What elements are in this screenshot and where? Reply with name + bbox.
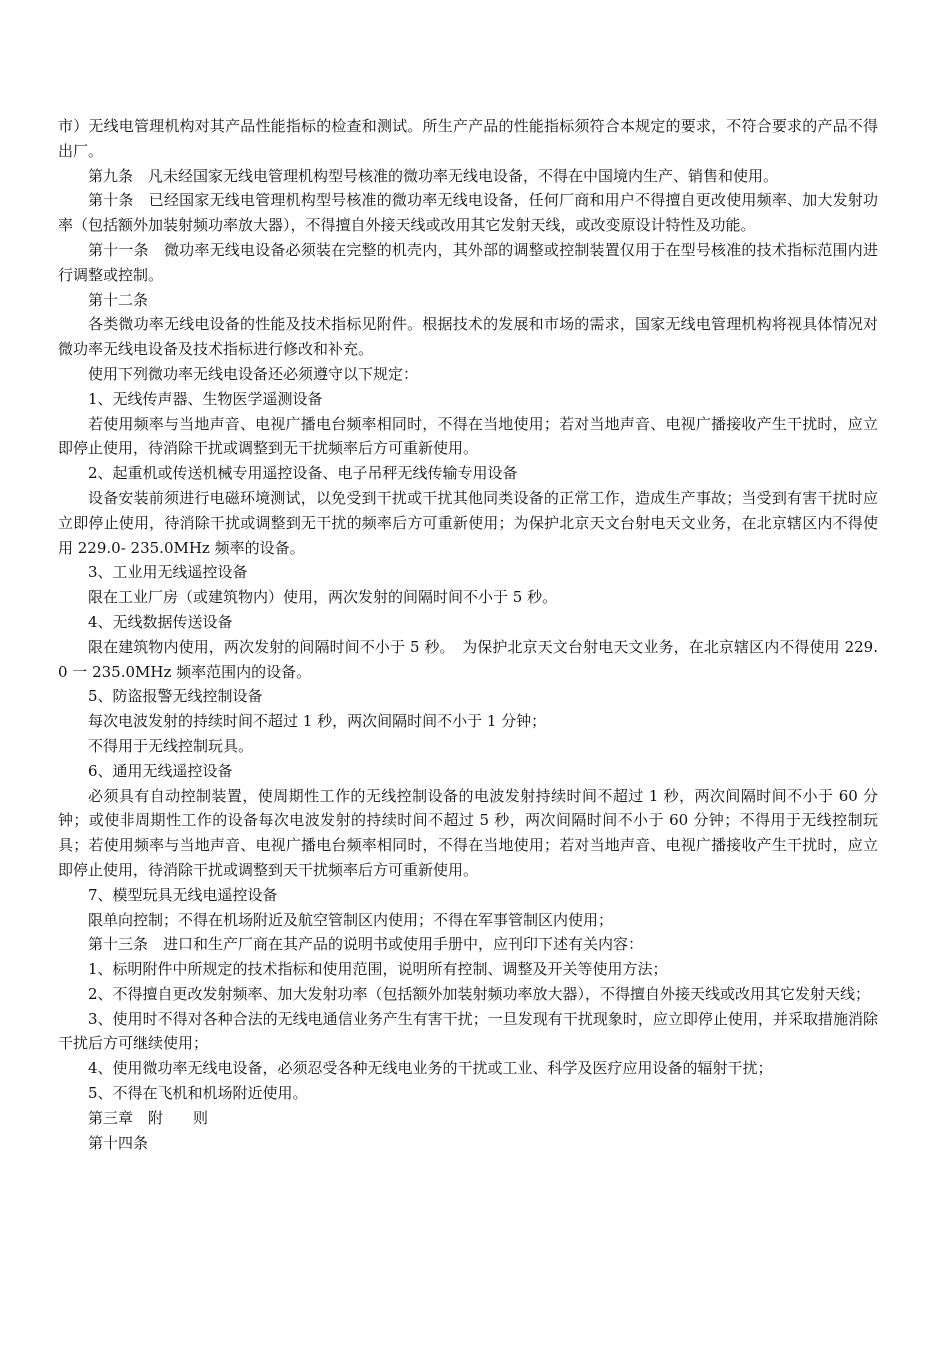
article-14-heading: 第十四条 (88, 1133, 149, 1152)
article-12-body: 各类微功率无线电设备的性能及技术指标见附件。根据技术的发展和市场的需求，国家无线电管理机构将视具体情况对微功率无线电设备及技术指标进行修改和补充。 (58, 315, 878, 359)
rule-5-body-2: 不得用于无线控制玩具。 (88, 736, 254, 755)
rule-6-heading: 6、通用无线遥控设备 (88, 761, 233, 780)
rule-1-body: 若使用频率与当地声音、电视广播电台频率相同时，不得在当地使用；若对当地声音、电视广播接收产生干扰时，应立即停止使用，待消除干扰或调整到无干扰频率后方可重新使用。 (58, 414, 878, 458)
document-page (58, 114, 878, 1155)
rule-3-heading: 3、工业用无线遥控设备 (88, 563, 248, 582)
rule-1-heading: 1、无线传声器、生物医学遥测设备 (88, 389, 323, 408)
rules-intro: 使用下列微功率无线电设备还必须遵守以下规定： (88, 364, 419, 383)
article-13-item-3: 3、使用时不得对各种合法的无线电通信业务产生有害干扰；一旦发现有干扰现象时，应立即停止使用，并采取措施消除干扰后方可继续使用； (58, 1009, 878, 1053)
article-13-item-1: 1、标明附件中所规定的技术指标和使用范围，说明所有控制、调整及开关等使用方法； (88, 960, 668, 979)
rule-6-body: 必须具有自动控制装置，使周期性工作的无线控制设备的电波发射持续时间不超过 1 秒，两次间隔时间不小于 60 分钟；或使非周期性工作的设备每次电波发射的持续时间不超过 5 秒，两次间隔时间不小于 60 分钟；不得用于无线控制玩具；若使用频率与当地声音、电视广播电台频率相同时，不得在当地使用；若对当地声音、电视广播接收产生干扰时，应立即停止使用，待消除干扰或调整到天干扰频率后方可重新使用。 (58, 786, 878, 879)
article-13-item-2: 2、不得擅自更改发射频率、加大发射功率（包括额外加装射频功率放大器），不得擅自外接天线或改用其它发射天线； (88, 984, 871, 1003)
rule-7-body: 限单向控制；不得在机场附近及航空管制区内使用；不得在军事管制区内使用； (88, 910, 614, 929)
rule-4-heading: 4、无线数据传送设备 (88, 612, 233, 631)
chapter-3-heading: 第三章 附 则 (88, 1108, 209, 1127)
article-11: 第十一条 微功率无线电设备必须装在完整的机壳内，其外部的调整或控制装置仅用于在型号核准的技术指标范围内进行调整或控制。 (58, 240, 878, 284)
article-10: 第十条 已经国家无线电管理机构型号核准的微功率无线电设备，任何厂商和用户不得擅自更改使用频率、加大发射功率（包括额外加装射频功率放大器），不得擅自外接天线或改用其它发射天线，或改变原设计特性及功能。 (58, 191, 878, 235)
paragraph-continuation: 市）无线电管理机构对其产品性能指标的检查和测试。所生产产品的性能指标须符合本规定的要求，不符合要求的产品不得出厂。 (58, 117, 878, 160)
rule-5-heading: 5、防盗报警无线控制设备 (88, 687, 263, 706)
article-9: 第九条 凡未经国家无线电管理机构型号核准的微功率无线电设备，不得在中国境内生产、销售和使用。 (88, 166, 779, 185)
rule-5-body-1: 每次电波发射的持续时间不超过 1 秒，两次间隔时间不小于 1 分钟； (88, 712, 547, 731)
article-13: 第十三条 进口和生产厂商在其产品的说明书或使用手册中，应刊印下述有关内容： (88, 935, 644, 954)
rule-4-body: 限在建筑物内使用，两次发射的间隔时间不小于 5 秒。 为保护北京天文台射电天文业务，在北京辖区内不得使用 229.0 一 235.0MHz 频率范围内的设备。 (58, 637, 878, 681)
article-13-item-4: 4、使用微功率无线电设备，必须忍受各种无线电业务的干扰或工业、科学及医疗应用设备的辐射干扰； (88, 1059, 773, 1078)
rule-3-body: 限在工业厂房（或建筑物内）使用，两次发射的间隔时间不小于 5 秒。 (88, 588, 558, 607)
article-13-item-5: 5、不得在飞机和机场附近使用。 (88, 1084, 308, 1103)
rule-2-body: 设备安装前须进行电磁环境测试，以免受到干扰或干扰其他同类设备的正常工作，造成生产事故；当受到有害干扰时应立即停止使用，待消除干扰或调整到无干扰的频率后方可重新使用；为保护北京天文台射电天文业务，在北京辖区内不得使用 229.0- 235.0MHz 频率的设备。 (58, 488, 878, 557)
rule-2-heading: 2、起重机或传送机械专用遥控设备、电子吊秤无线传输专用设备 (88, 464, 518, 483)
rule-7-heading: 7、模型玩具无线电遥控设备 (88, 885, 278, 904)
article-12-heading: 第十二条 (88, 290, 149, 309)
